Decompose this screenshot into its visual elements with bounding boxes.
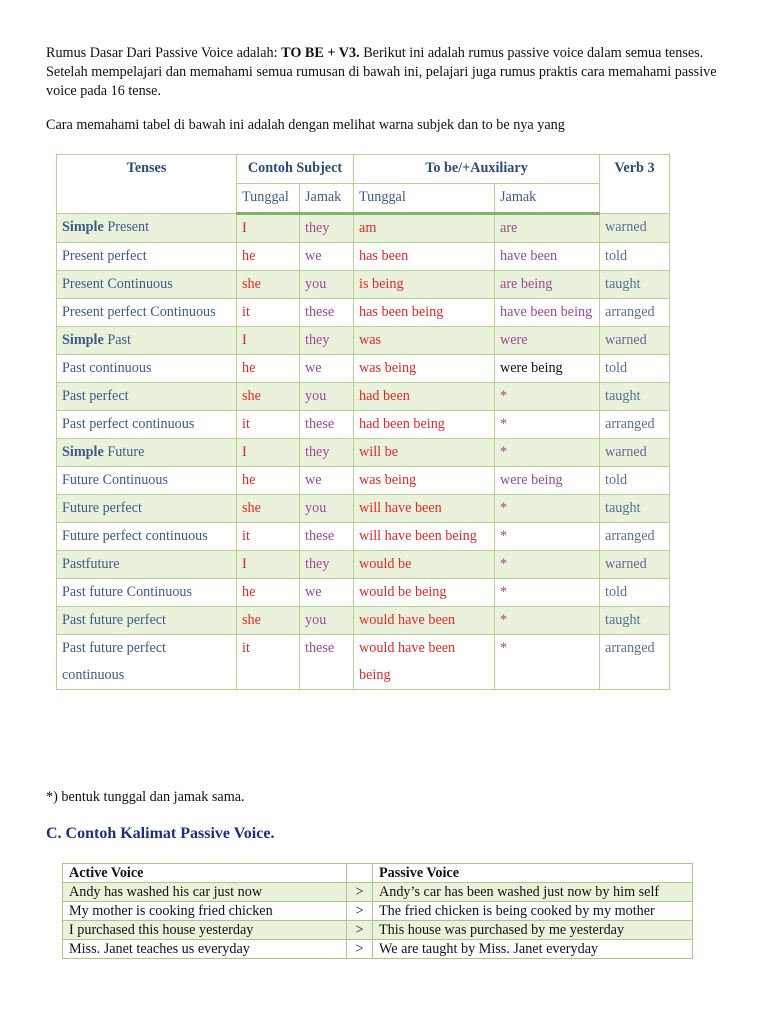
tobe-plural: are being bbox=[495, 271, 600, 299]
tobe-plural: * bbox=[495, 607, 600, 635]
table-row bbox=[57, 383, 670, 411]
tobe-singular: has been being bbox=[354, 299, 495, 327]
tobe-plural: * bbox=[495, 551, 600, 579]
tobe-singular: was bbox=[354, 327, 495, 355]
verb3-cell: taught bbox=[600, 271, 670, 299]
tobe-plural: * bbox=[495, 383, 600, 411]
subject-plural: these bbox=[300, 523, 354, 551]
tense-cell: Past continuous bbox=[57, 355, 237, 383]
subject-singular: I bbox=[237, 439, 300, 467]
tense-cell: Simple Past bbox=[57, 327, 237, 355]
subject-singular: it bbox=[237, 411, 300, 439]
tense-cell: Past perfect continuous bbox=[57, 411, 237, 439]
table-row bbox=[57, 243, 670, 271]
subject-singular: it bbox=[237, 299, 300, 327]
tense-cell: Past future Continuous bbox=[57, 579, 237, 607]
subject-singular: he bbox=[237, 467, 300, 495]
tobe-plural: * bbox=[495, 439, 600, 467]
subject-plural: we bbox=[300, 243, 354, 271]
subject-plural: you bbox=[300, 607, 354, 635]
active-sentence: I purchased this house yesterday bbox=[63, 921, 347, 940]
tense-cell: Future perfect bbox=[57, 495, 237, 523]
subject-plural: these bbox=[300, 299, 354, 327]
tobe-singular: had been being bbox=[354, 411, 495, 439]
header-tobe: To be/+Auxiliary bbox=[354, 155, 600, 184]
table-row bbox=[57, 299, 670, 327]
verb3-cell: told bbox=[600, 243, 670, 271]
verb3-cell: warned bbox=[600, 214, 670, 243]
subject-plural: these bbox=[300, 635, 354, 690]
tobe-singular: has been bbox=[354, 243, 495, 271]
tobe-singular: am bbox=[354, 214, 495, 243]
header-verb3: Verb 3 bbox=[600, 155, 670, 214]
passive-sentence: Andy’s car has been washed just now by him self bbox=[373, 883, 693, 902]
examples-table bbox=[62, 863, 693, 959]
footnote: *) bentuk tunggal dan jamak sama. bbox=[46, 789, 245, 805]
tobe-singular: was being bbox=[354, 467, 495, 495]
table-row bbox=[57, 467, 670, 495]
verb3-cell: arranged bbox=[600, 635, 670, 690]
tense-cell: Past future perfect continuous bbox=[57, 635, 237, 690]
tobe-plural: were being bbox=[495, 467, 600, 495]
subheader-tobe-jamak: Jamak bbox=[495, 183, 600, 213]
subject-plural: we bbox=[300, 467, 354, 495]
subheader-subject-jamak: Jamak bbox=[300, 183, 354, 213]
subject-singular: he bbox=[237, 243, 300, 271]
arrow-icon: > bbox=[347, 883, 373, 902]
tobe-plural: were being bbox=[495, 355, 600, 383]
examples-header-row bbox=[63, 864, 693, 883]
intro-lead: Rumus Dasar Dari Passive Voice adalah: bbox=[46, 45, 282, 61]
passive-sentence: We are taught by Miss. Janet everyday bbox=[373, 940, 693, 959]
tobe-singular: will have been being bbox=[354, 523, 495, 551]
intro-rest: Berikut ini adalah rumus passive voice dalam semua tenses. Setelah mempelajari dan memahami semua rumusan di bawah ini, pelajari juga rumus praktis cara memahami passive voice pada 16 tense. bbox=[46, 45, 717, 99]
verb3-cell: warned bbox=[600, 327, 670, 355]
header-passive-voice: Passive Voice bbox=[373, 864, 693, 883]
header-arrow bbox=[347, 864, 373, 883]
subject-singular: he bbox=[237, 355, 300, 383]
subject-plural: you bbox=[300, 495, 354, 523]
subject-plural: they bbox=[300, 439, 354, 467]
tobe-plural: * bbox=[495, 635, 600, 690]
tobe-singular: would have been bbox=[354, 607, 495, 635]
tobe-plural: have been bbox=[495, 243, 600, 271]
table-row bbox=[57, 411, 670, 439]
verb3-cell: told bbox=[600, 467, 670, 495]
tobe-singular: would have been being bbox=[354, 635, 495, 690]
verb3-cell: told bbox=[600, 355, 670, 383]
active-sentence: Andy has washed his car just now bbox=[63, 883, 347, 902]
tobe-singular: would be bbox=[354, 551, 495, 579]
tobe-singular: would be being bbox=[354, 579, 495, 607]
tobe-singular: will have been bbox=[354, 495, 495, 523]
verb3-cell: arranged bbox=[600, 523, 670, 551]
tobe-plural: have been being bbox=[495, 299, 600, 327]
tobe-singular: will be bbox=[354, 439, 495, 467]
subject-plural: we bbox=[300, 579, 354, 607]
tobe-plural: * bbox=[495, 523, 600, 551]
example-row bbox=[63, 940, 693, 959]
subheader-subject-tunggal: Tunggal bbox=[237, 183, 300, 213]
tense-cell: Future perfect continuous bbox=[57, 523, 237, 551]
table-row bbox=[57, 635, 670, 690]
table-row bbox=[57, 579, 670, 607]
tenses-table bbox=[56, 154, 670, 690]
subject-plural: these bbox=[300, 411, 354, 439]
subheader-tobe-tunggal: Tunggal bbox=[354, 183, 495, 213]
subject-singular: she bbox=[237, 607, 300, 635]
arrow-icon: > bbox=[347, 921, 373, 940]
subject-plural: they bbox=[300, 214, 354, 243]
arrow-icon: > bbox=[347, 940, 373, 959]
table-row bbox=[57, 607, 670, 635]
tobe-singular: is being bbox=[354, 271, 495, 299]
tense-cell: Present perfect Continuous bbox=[57, 299, 237, 327]
subject-plural: you bbox=[300, 271, 354, 299]
tobe-plural: * bbox=[495, 411, 600, 439]
tense-cell: Past future perfect bbox=[57, 607, 237, 635]
section-heading: C. Contoh Kalimat Passive Voice. bbox=[46, 825, 275, 842]
subject-singular: I bbox=[237, 214, 300, 243]
active-sentence: My mother is cooking fried chicken bbox=[63, 902, 347, 921]
tobe-plural: are bbox=[495, 214, 600, 243]
subject-singular: she bbox=[237, 271, 300, 299]
subject-singular: it bbox=[237, 635, 300, 690]
table-row bbox=[57, 495, 670, 523]
intro-formula: TO BE + V3. bbox=[281, 45, 360, 61]
verb3-cell: told bbox=[600, 579, 670, 607]
tense-cell: Present Continuous bbox=[57, 271, 237, 299]
verb3-cell: arranged bbox=[600, 299, 670, 327]
tobe-singular: was being bbox=[354, 355, 495, 383]
table-row bbox=[57, 271, 670, 299]
intro-paragraph bbox=[46, 44, 736, 101]
tense-cell: Pastfuture bbox=[57, 551, 237, 579]
passive-sentence: This house was purchased by me yesterday bbox=[373, 921, 693, 940]
example-row bbox=[63, 902, 693, 921]
table-row bbox=[57, 327, 670, 355]
subject-plural: you bbox=[300, 383, 354, 411]
table-row bbox=[57, 214, 670, 243]
verb3-cell: arranged bbox=[600, 411, 670, 439]
arrow-icon: > bbox=[347, 902, 373, 921]
tobe-plural: were bbox=[495, 327, 600, 355]
table-row bbox=[57, 355, 670, 383]
passive-sentence: The fried chicken is being cooked by my mother bbox=[373, 902, 693, 921]
subject-plural: we bbox=[300, 355, 354, 383]
subject-singular: it bbox=[237, 523, 300, 551]
table-instruction: Cara memahami tabel di bawah ini adalah dengan melihat warna subjek dan to be nya yang bbox=[46, 117, 565, 133]
verb3-cell: warned bbox=[600, 439, 670, 467]
subject-singular: I bbox=[237, 327, 300, 355]
table-row bbox=[57, 439, 670, 467]
subject-singular: he bbox=[237, 579, 300, 607]
header-tenses: Tenses bbox=[57, 155, 237, 214]
verb3-cell: warned bbox=[600, 551, 670, 579]
tobe-plural: * bbox=[495, 495, 600, 523]
tobe-plural: * bbox=[495, 579, 600, 607]
subject-plural: they bbox=[300, 551, 354, 579]
verb3-cell: taught bbox=[600, 607, 670, 635]
tense-cell: Past perfect bbox=[57, 383, 237, 411]
subject-singular: she bbox=[237, 495, 300, 523]
subject-singular: I bbox=[237, 551, 300, 579]
example-row bbox=[63, 883, 693, 902]
table-row bbox=[57, 523, 670, 551]
subject-plural: they bbox=[300, 327, 354, 355]
header-subject: Contoh Subject bbox=[237, 155, 354, 184]
subject-singular: she bbox=[237, 383, 300, 411]
verb3-cell: taught bbox=[600, 495, 670, 523]
tense-cell: Future Continuous bbox=[57, 467, 237, 495]
tobe-singular: had been bbox=[354, 383, 495, 411]
table-row bbox=[57, 551, 670, 579]
header-active-voice: Active Voice bbox=[63, 864, 347, 883]
tense-cell: Simple Future bbox=[57, 439, 237, 467]
example-row bbox=[63, 921, 693, 940]
tense-cell: Present perfect bbox=[57, 243, 237, 271]
active-sentence: Miss. Janet teaches us everyday bbox=[63, 940, 347, 959]
tense-cell: Simple Present bbox=[57, 214, 237, 243]
verb3-cell: taught bbox=[600, 383, 670, 411]
